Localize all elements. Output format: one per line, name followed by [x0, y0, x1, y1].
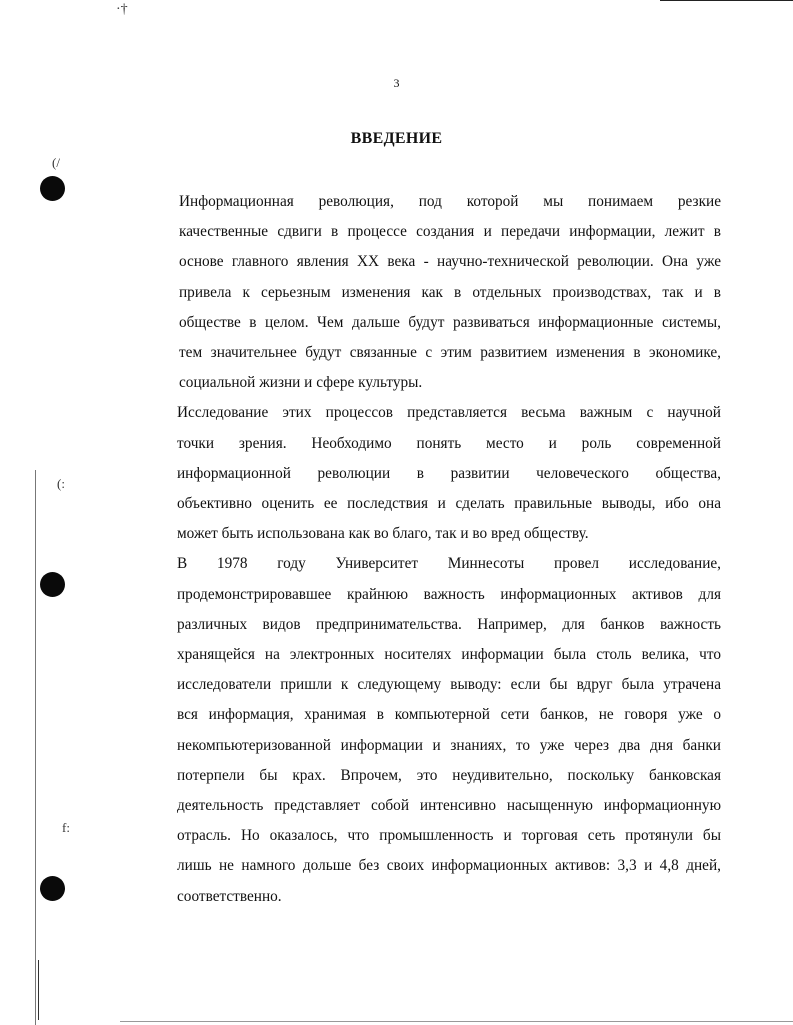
scan-mark: ·†	[116, 2, 128, 17]
punch-hole-mark	[40, 876, 65, 901]
text-line: Информационная революция, под которой мы понимаем резкие	[179, 193, 721, 210]
text-line: объективно оценить ее последствия и сделать правильные выводы, ибо она	[177, 495, 721, 513]
scan-mark: (/	[52, 155, 60, 170]
paragraph	[131, 398, 721, 549]
paragraph	[131, 549, 721, 911]
text-line: обществе в целом. Чем дальше будут развиваться информационные системы,	[179, 313, 721, 331]
text-line: В 1978 году Университет Миннесоты провел исследование,	[177, 555, 721, 573]
binding-edge-line	[38, 960, 39, 1020]
text-line: информационной революции в развитии человеческого общества,	[177, 464, 721, 482]
text-line: лишь не намного дольше без своих информационных активов: 3,3 и 4,8 дней,	[177, 857, 721, 875]
text-line: хранящейся на электронных носителях информации была столь велика, что	[177, 646, 721, 664]
scan-edge-line	[120, 1021, 793, 1022]
text-line: деятельность представляет собой интенсивно насыщенную информационную	[177, 797, 721, 815]
scan-mark: (:	[57, 476, 65, 491]
text-line: точки зрения. Необходимо понять место и роль современной	[177, 434, 721, 452]
body-text	[131, 187, 721, 912]
text-line: социальной жизни и сфере культуры.	[179, 374, 423, 392]
text-line: продемонстрировавшее крайнюю важность информационных активов для	[177, 585, 721, 603]
text-line: может быть использована как во благо, так и во вред обществу.	[177, 525, 589, 543]
text-line: потерпели бы крах. Впрочем, это неудивительно, поскольку банковская	[177, 766, 721, 784]
scan-mark: f:	[62, 820, 70, 835]
text-line: привела к серьезным изменения как в отдельных производствах, так и в	[179, 283, 721, 301]
page-number: 3	[393, 76, 400, 90]
text-line: тем значительнее будут связанные с этим развитием изменения в экономике,	[179, 344, 721, 362]
text-line: различных видов предпринимательства. Например, для банков важность	[177, 615, 721, 633]
scan-edge-line	[660, 0, 793, 1]
punch-hole-mark	[40, 572, 65, 597]
text-line: качественные сдвиги в процессе создания и передачи информации, лежит в	[179, 223, 721, 241]
text-line: некомпьютеризованной информации и знаниях, то уже через два дня банки	[177, 736, 721, 754]
text-line: Исследование этих процессов представляется весьма важным с научной	[177, 404, 721, 422]
binding-edge-line	[35, 470, 36, 1025]
paragraph	[131, 187, 721, 398]
text-line: отрасль. Но оказалось, что промышленность и торговая сеть протянули бы	[177, 827, 721, 845]
text-line: вся информация, хранимая в компьютерной сети банков, не говоря уже о	[177, 706, 721, 724]
text-line: исследователи пришли к следующему выводу: если бы вдруг была утрачена	[177, 676, 721, 694]
page-title: ВВЕДЕНИЕ	[350, 130, 443, 147]
text-line: основе главного явления XX века - научно-технической революции. Она уже	[179, 253, 721, 271]
punch-hole-mark	[40, 176, 65, 201]
text-line: соответственно.	[177, 887, 282, 905]
